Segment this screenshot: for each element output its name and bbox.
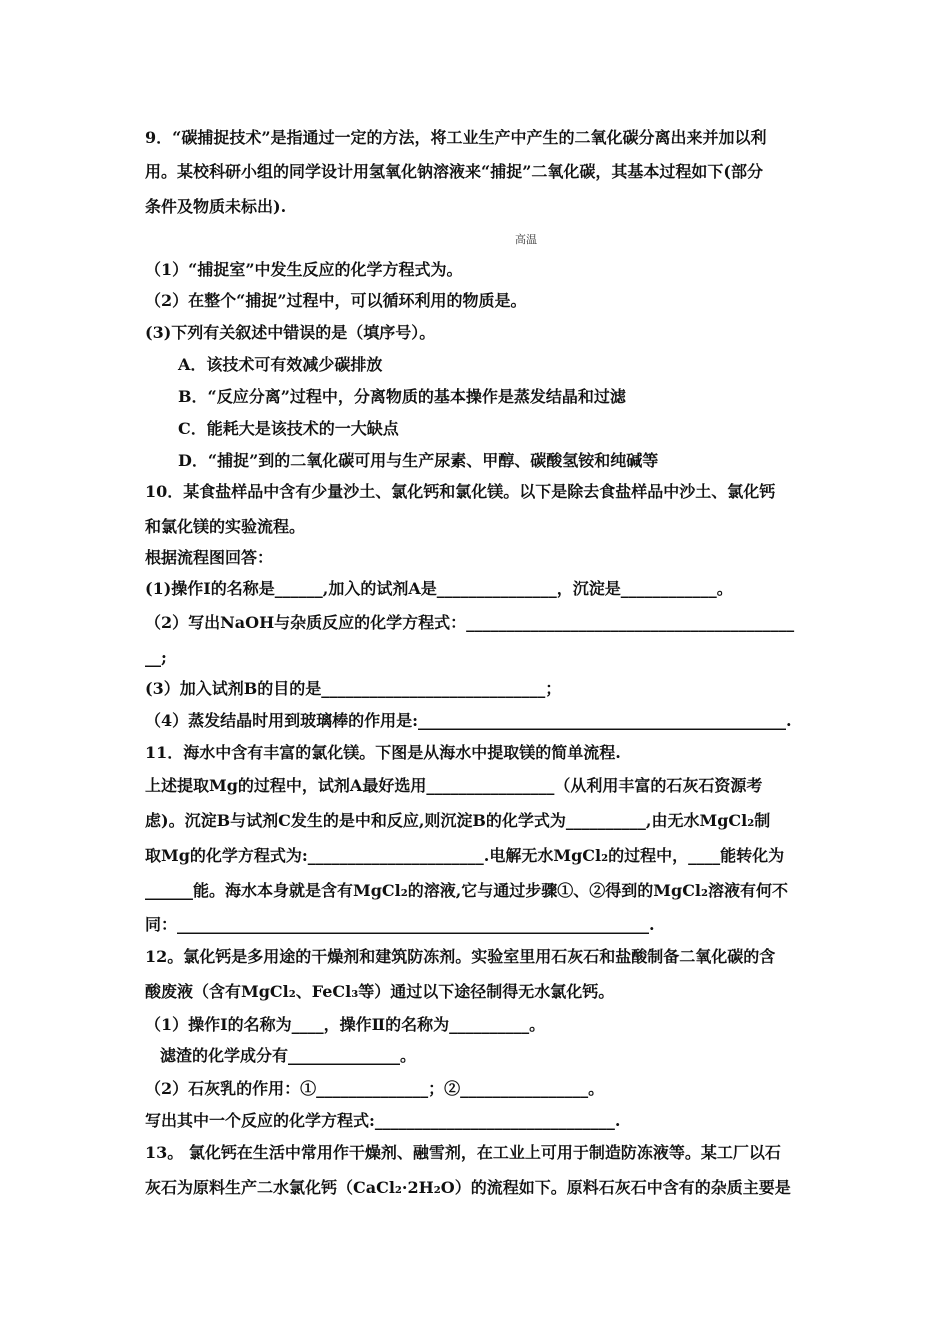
- q11-line-1: 11．海水中含有丰富的氯化镁。下图是从海水中提取镁的简单流程.: [145, 743, 621, 762]
- q11-line-3: 虑)。沉淀B与试剂C发生的是中和反应,则沉淀B的化学式为__________,由无水MgCl₂制: [145, 811, 771, 830]
- q12-part-3: 写出其中一个反应的化学方程式:______________________________.: [145, 1111, 621, 1130]
- q11-line-2: 上述提取Mg的过程中，试剂A最好选用________________（从利用丰富的石灰石资源考: [145, 776, 763, 795]
- q11-line-5: ______能。海水本身就是含有MgCl₂的溶液,它与通过步骤①、②得到的MgCl₂溶液有何不: [145, 881, 789, 900]
- q12-part-2: （2）石灰乳的作用：①______________；②________________。: [145, 1079, 605, 1098]
- high-temperature-label: 高温: [515, 233, 537, 246]
- q9-option-d: D．“捕捉”到的二氧化碳可用与生产尿素、甲醇、碳酸氢铵和纯碱等: [178, 451, 659, 470]
- q9-option-b: B．“反应分离”过程中，分离物质的基本操作是蒸发结晶和过滤: [178, 387, 626, 406]
- q12-line-2: 酸废液（含有MgCl₂、FeCl₃等）通过以下途径制得无水氯化钙。: [145, 982, 615, 1001]
- q10-part-4: （4）蒸发结晶时用到玻璃棒的作用是:______________________________________________.: [145, 711, 792, 730]
- q12-line-1: 12。氯化钙是多用途的干燥剂和建筑防冻剂。实验室里用石灰石和盐酸制备二氧化碳的含: [145, 947, 776, 966]
- q9-line-2: 用。某校科研小组的同学设计用氢氧化钠溶液来“捕捉”二氧化碳，其基本过程如下(部分: [145, 162, 763, 181]
- q10-part-2-continued: __;: [145, 648, 167, 667]
- q12-part-1-filter-residue: 滤渣的化学成分有______________。: [160, 1046, 417, 1065]
- q11-line-4: 取Mg的化学方程式为:______________________.电解无水MgCl₂的过程中，____能转化为: [145, 846, 785, 865]
- q9-option-c: C．能耗大是该技术的一大缺点: [178, 419, 399, 438]
- q9-line-3: 条件及物质未标出).: [145, 197, 287, 216]
- q10-part-3: (3）加入试剂B的目的是____________________________；: [145, 679, 562, 698]
- q10-part-1: (1)操作Ⅰ的名称是______,加入的试剂A是_______________，沉淀是____________。: [145, 579, 733, 598]
- q10-part-2: （2）写出NaOH与杂质反应的化学方程式：_________________________________________: [145, 613, 795, 632]
- q10-line-1: 10．某食盐样品中含有少量沙土、氯化钙和氯化镁。以下是除去食盐样品中沙土、氯化钙: [145, 482, 776, 501]
- q12-part-1: （1）操作Ⅰ的名称为____，操作Ⅱ的名称为__________。: [145, 1015, 546, 1034]
- q9-part-2: （2）在整个“捕捉”过程中，可以循环利用的物质是。: [145, 291, 527, 310]
- q9-part-3: (3)下列有关叙述中错误的是（填序号）。: [145, 323, 436, 342]
- q10-line-2: 和氯化镁的实验流程。: [145, 517, 306, 536]
- q13-line-2: 灰石为原料生产二水氯化钙（CaCl₂·2H₂O）的流程如下。原料石灰石中含有的杂质主要是: [145, 1178, 791, 1197]
- q9-part-1: （1）“捕捉室”中发生反应的化学方程式为。: [145, 260, 463, 279]
- q10-line-3: 根据流程图回答：: [145, 548, 274, 567]
- q9-option-a: A．该技术可有效减少碳排放: [178, 355, 383, 374]
- q9-line-1: 9．“碳捕捉技术”是指通过一定的方法，将工业生产中产生的二氧化碳分离出来并加以利: [145, 128, 767, 147]
- q13-line-1: 13。 氯化钙在生活中常用作干燥剂、融雪剂，在工业上可用于制造防冻液等。某工厂以石: [145, 1143, 781, 1162]
- q11-line-6: 同：___________________________________________________________.: [145, 915, 655, 934]
